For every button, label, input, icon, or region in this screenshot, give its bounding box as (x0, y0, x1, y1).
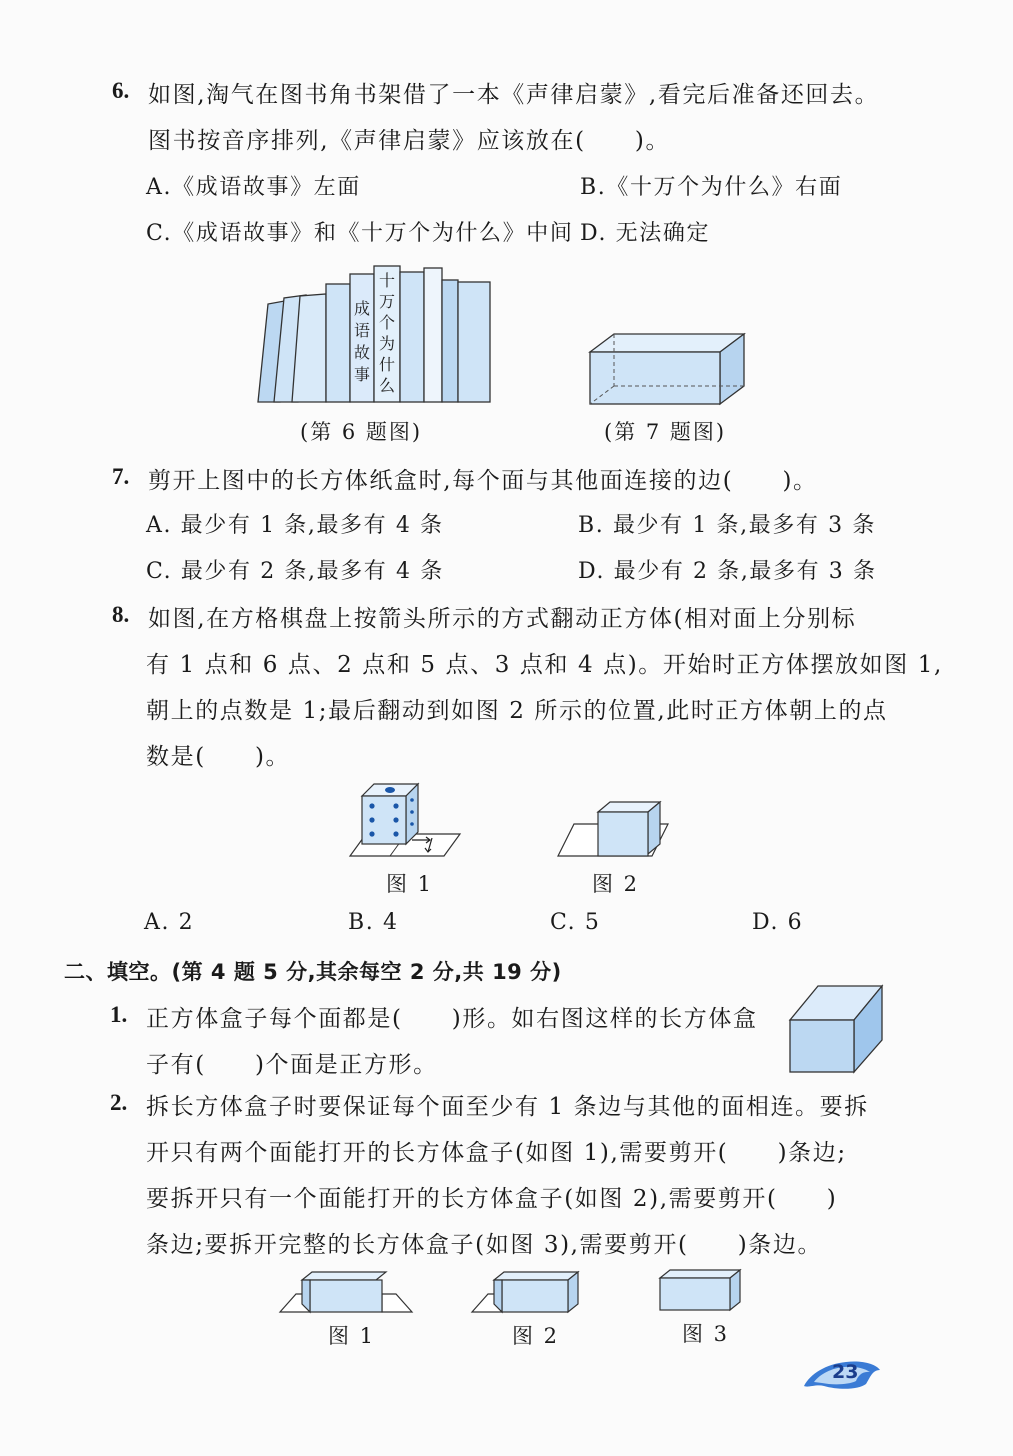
q8-option-c: C. 5 (550, 910, 601, 935)
q7-cuboid-figure (588, 330, 748, 410)
q8-line3: 朝上的点数是 1;最后翻动到如图 2 所示的位置,此时正方体朝上的点 (146, 698, 888, 724)
q8-fig2-caption: 图 2 (592, 872, 640, 896)
f1-line1: 正方体盒子每个面都是( )形。如右图这样的长方体盒 (146, 1006, 758, 1032)
f2-fig3-caption: 图 3 (682, 1322, 730, 1346)
dice-figure-2 (556, 800, 674, 860)
f2-fig2-caption: 图 2 (512, 1324, 560, 1348)
q6-option-b: B.《十万个为什么》右面 (580, 175, 843, 200)
book-9 (442, 280, 458, 402)
q7-option-b: B. 最少有 1 条,最多有 3 条 (578, 513, 876, 538)
q6-option-d: D. 无法确定 (580, 221, 711, 246)
f2-box-figure-1 (278, 1268, 414, 1318)
f2-box-figure-2 (470, 1268, 582, 1318)
book-title-char: 十 (378, 271, 396, 290)
book-title-char: 什 (378, 355, 396, 374)
book-title-char: 事 (353, 365, 371, 384)
book-4 (326, 284, 350, 402)
q8-number: 8. (112, 602, 130, 627)
f2-line4: 条边;要拆开完整的长方体盒子(如图 3),需要剪开( )条边。 (146, 1232, 823, 1258)
q8-line1: 如图,在方格棋盘上按箭头所示的方式翻动正方体(相对面上分别标 (148, 606, 857, 632)
q7-option-d: D. 最少有 2 条,最多有 3 条 (578, 559, 877, 584)
book-title-char: 么 (378, 376, 396, 395)
q6-line1: 如图,淘气在图书角书架借了一本《声律启蒙》,看完后准备还回去。 (148, 82, 880, 108)
q8-fig1-caption: 图 1 (386, 872, 434, 896)
bookshelf-figure (250, 262, 495, 407)
book-7 (400, 272, 424, 402)
f2-fig1-caption: 图 1 (328, 1324, 376, 1348)
book-title-char: 故 (353, 343, 371, 362)
book-title-char: 个 (378, 313, 396, 332)
q6-option-c: C.《成语故事》和《十万个为什么》中间 (146, 221, 574, 246)
book-10 (458, 282, 490, 402)
f1-line2: 子有( )个面是正方形。 (146, 1052, 438, 1078)
q7-line1: 剪开上图中的长方体纸盒时,每个面与其他面连接的边( )。 (148, 468, 818, 494)
q8-option-a: A. 2 (144, 910, 195, 935)
book-8 (424, 268, 442, 402)
q7-option-a: A. 最少有 1 条,最多有 4 条 (146, 513, 444, 538)
q8-line4: 数是( )。 (146, 744, 291, 770)
q6-number: 6. (112, 78, 130, 103)
q7-figure-caption: (第 7 题图) (604, 420, 727, 444)
page-number: 23 (832, 1361, 859, 1383)
f2-box-figure-3 (658, 1268, 742, 1314)
q7-number: 7. (112, 464, 130, 489)
book-title-char: 万 (378, 292, 396, 311)
dice-figure-1 (348, 782, 466, 860)
f2-number: 2. (110, 1090, 128, 1115)
f2-line2: 开只有两个面能打开的长方体盒子(如图 1),需要剪开( )条边; (146, 1140, 847, 1166)
book-title-char: 语 (353, 321, 371, 340)
q8-option-d: D. 6 (752, 910, 804, 935)
book-title-char: 为 (378, 334, 396, 353)
q8-line2: 有 1 点和 6 点、2 点和 5 点、3 点和 4 点)。开始时正方体摆放如图 1, (146, 652, 943, 678)
f2-line1: 拆长方体盒子时要保证每个面至少有 1 条边与其他的面相连。要拆 (146, 1094, 869, 1120)
f1-cuboid-figure (788, 984, 884, 1074)
q6-figure-caption: (第 6 题图) (300, 420, 423, 444)
q6-line2: 图书按音序排列,《声律启蒙》应该放在( )。 (148, 128, 671, 154)
q7-option-c: C. 最少有 2 条,最多有 4 条 (146, 559, 444, 584)
book-title-char: 成 (353, 299, 371, 318)
q6-option-a: A.《成语故事》左面 (146, 175, 361, 200)
q8-option-b: B. 4 (348, 910, 399, 935)
f2-line3: 要拆开只有一个面能打开的长方体盒子(如图 2),需要剪开( ) (146, 1186, 838, 1212)
section2-title: 二、填空。(第 4 题 5 分,其余每空 2 分,共 19 分) (64, 960, 562, 984)
f1-number: 1. (110, 1002, 128, 1027)
